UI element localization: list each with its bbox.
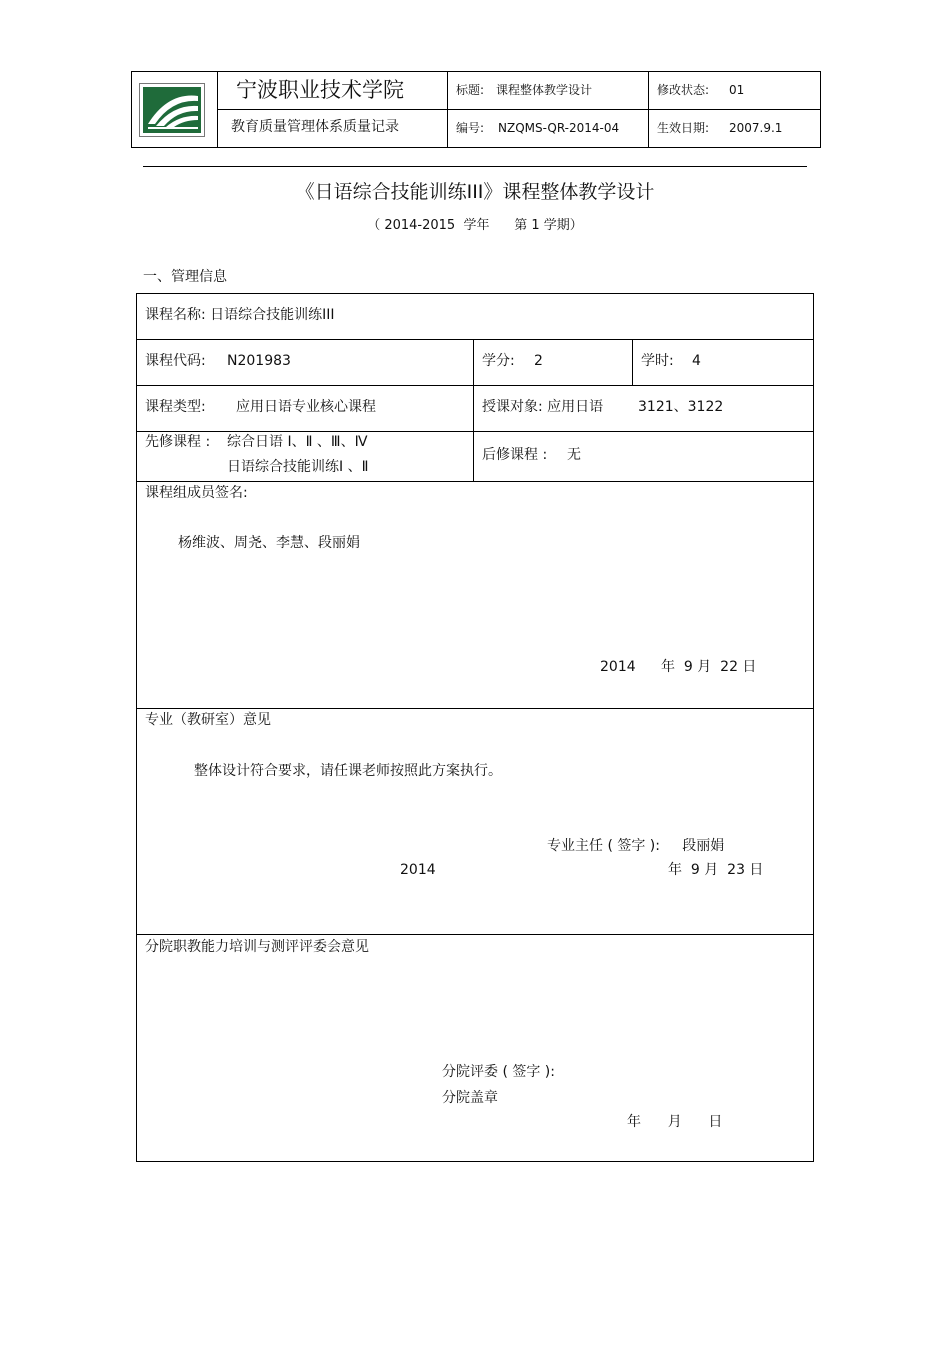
credits-value: 2 xyxy=(534,353,543,369)
dept-opinion-label: 专业（教研室）意见 xyxy=(145,712,271,728)
document-subtitle: （ 2014-2015 学年 第 1 学期） xyxy=(367,218,583,233)
prereq-line2: 日语综合技能训练Ⅰ 、Ⅱ xyxy=(227,459,369,475)
effective-label: 生效日期: xyxy=(657,121,710,135)
hours-label: 学时: xyxy=(641,353,674,369)
prereq-line1: 综合日语 Ⅰ、Ⅱ 、Ⅲ、Ⅳ xyxy=(227,434,368,450)
followup-value: 无 xyxy=(567,447,581,463)
effective-value: 2007.9.1 xyxy=(729,121,783,135)
course-code-label: 课程代码: xyxy=(145,353,206,369)
committee-stamp: 分院盖章 xyxy=(442,1090,498,1106)
code-label: 编号: xyxy=(456,121,485,135)
target-classes: 3121、3122 xyxy=(638,399,724,415)
members-label: 课程组成员签名: xyxy=(145,485,248,501)
members-date-year: 2014 xyxy=(600,659,636,675)
management-info-table xyxy=(136,293,814,1162)
dept-date-year: 2014 xyxy=(400,862,436,878)
committee-signature: 分院评委 ( 签字 ): xyxy=(442,1064,555,1080)
revision-value: 01 xyxy=(729,83,745,97)
institution-name: 宁波职业技术学院 xyxy=(236,78,404,102)
dept-opinion-text: 整体设计符合要求，请任课老师按照此方案执行。 xyxy=(194,763,502,779)
prereq-label: 先修课程 : xyxy=(145,434,211,450)
dept-date-rest: 年 9 月 23 日 xyxy=(668,862,764,878)
director-signature: 专业主任 ( 签字 ): 段丽娟 xyxy=(547,838,725,854)
course-name: 课程名称: 日语综合技能训练III xyxy=(145,307,335,323)
document-title: 《日语综合技能训练III》课程整体教学设计 xyxy=(295,181,655,203)
school-logo xyxy=(139,83,205,137)
record-type: 教育质量管理体系质量记录 xyxy=(231,119,399,135)
code-value: NZQMS-QR-2014-04 xyxy=(498,121,620,135)
title-value: 课程整体教学设计 xyxy=(496,83,593,97)
credits-label: 学分: xyxy=(482,353,515,369)
members-list: 杨维波、周尧、李慧、段丽娟 xyxy=(178,535,360,551)
followup-label: 后修课程 : xyxy=(482,447,548,463)
course-type-value: 应用日语专业核心课程 xyxy=(236,399,376,415)
committee-date: 年 月 日 xyxy=(627,1114,723,1130)
revision-label: 修改状态: xyxy=(657,83,710,97)
target-label: 授课对象: 应用日语 xyxy=(482,399,604,415)
document-header xyxy=(131,71,821,148)
header-divider xyxy=(143,166,807,167)
committee-opinion-label: 分院职教能力培训与测评评委会意见 xyxy=(145,939,369,955)
section-heading: 一、管理信息 xyxy=(143,269,227,285)
title-label: 标题: xyxy=(456,83,485,97)
members-date-rest: 年 9 月 22 日 xyxy=(661,659,757,675)
hours-value: 4 xyxy=(692,353,701,369)
course-type-label: 课程类型: xyxy=(145,399,206,415)
course-code-value: N201983 xyxy=(227,353,291,369)
